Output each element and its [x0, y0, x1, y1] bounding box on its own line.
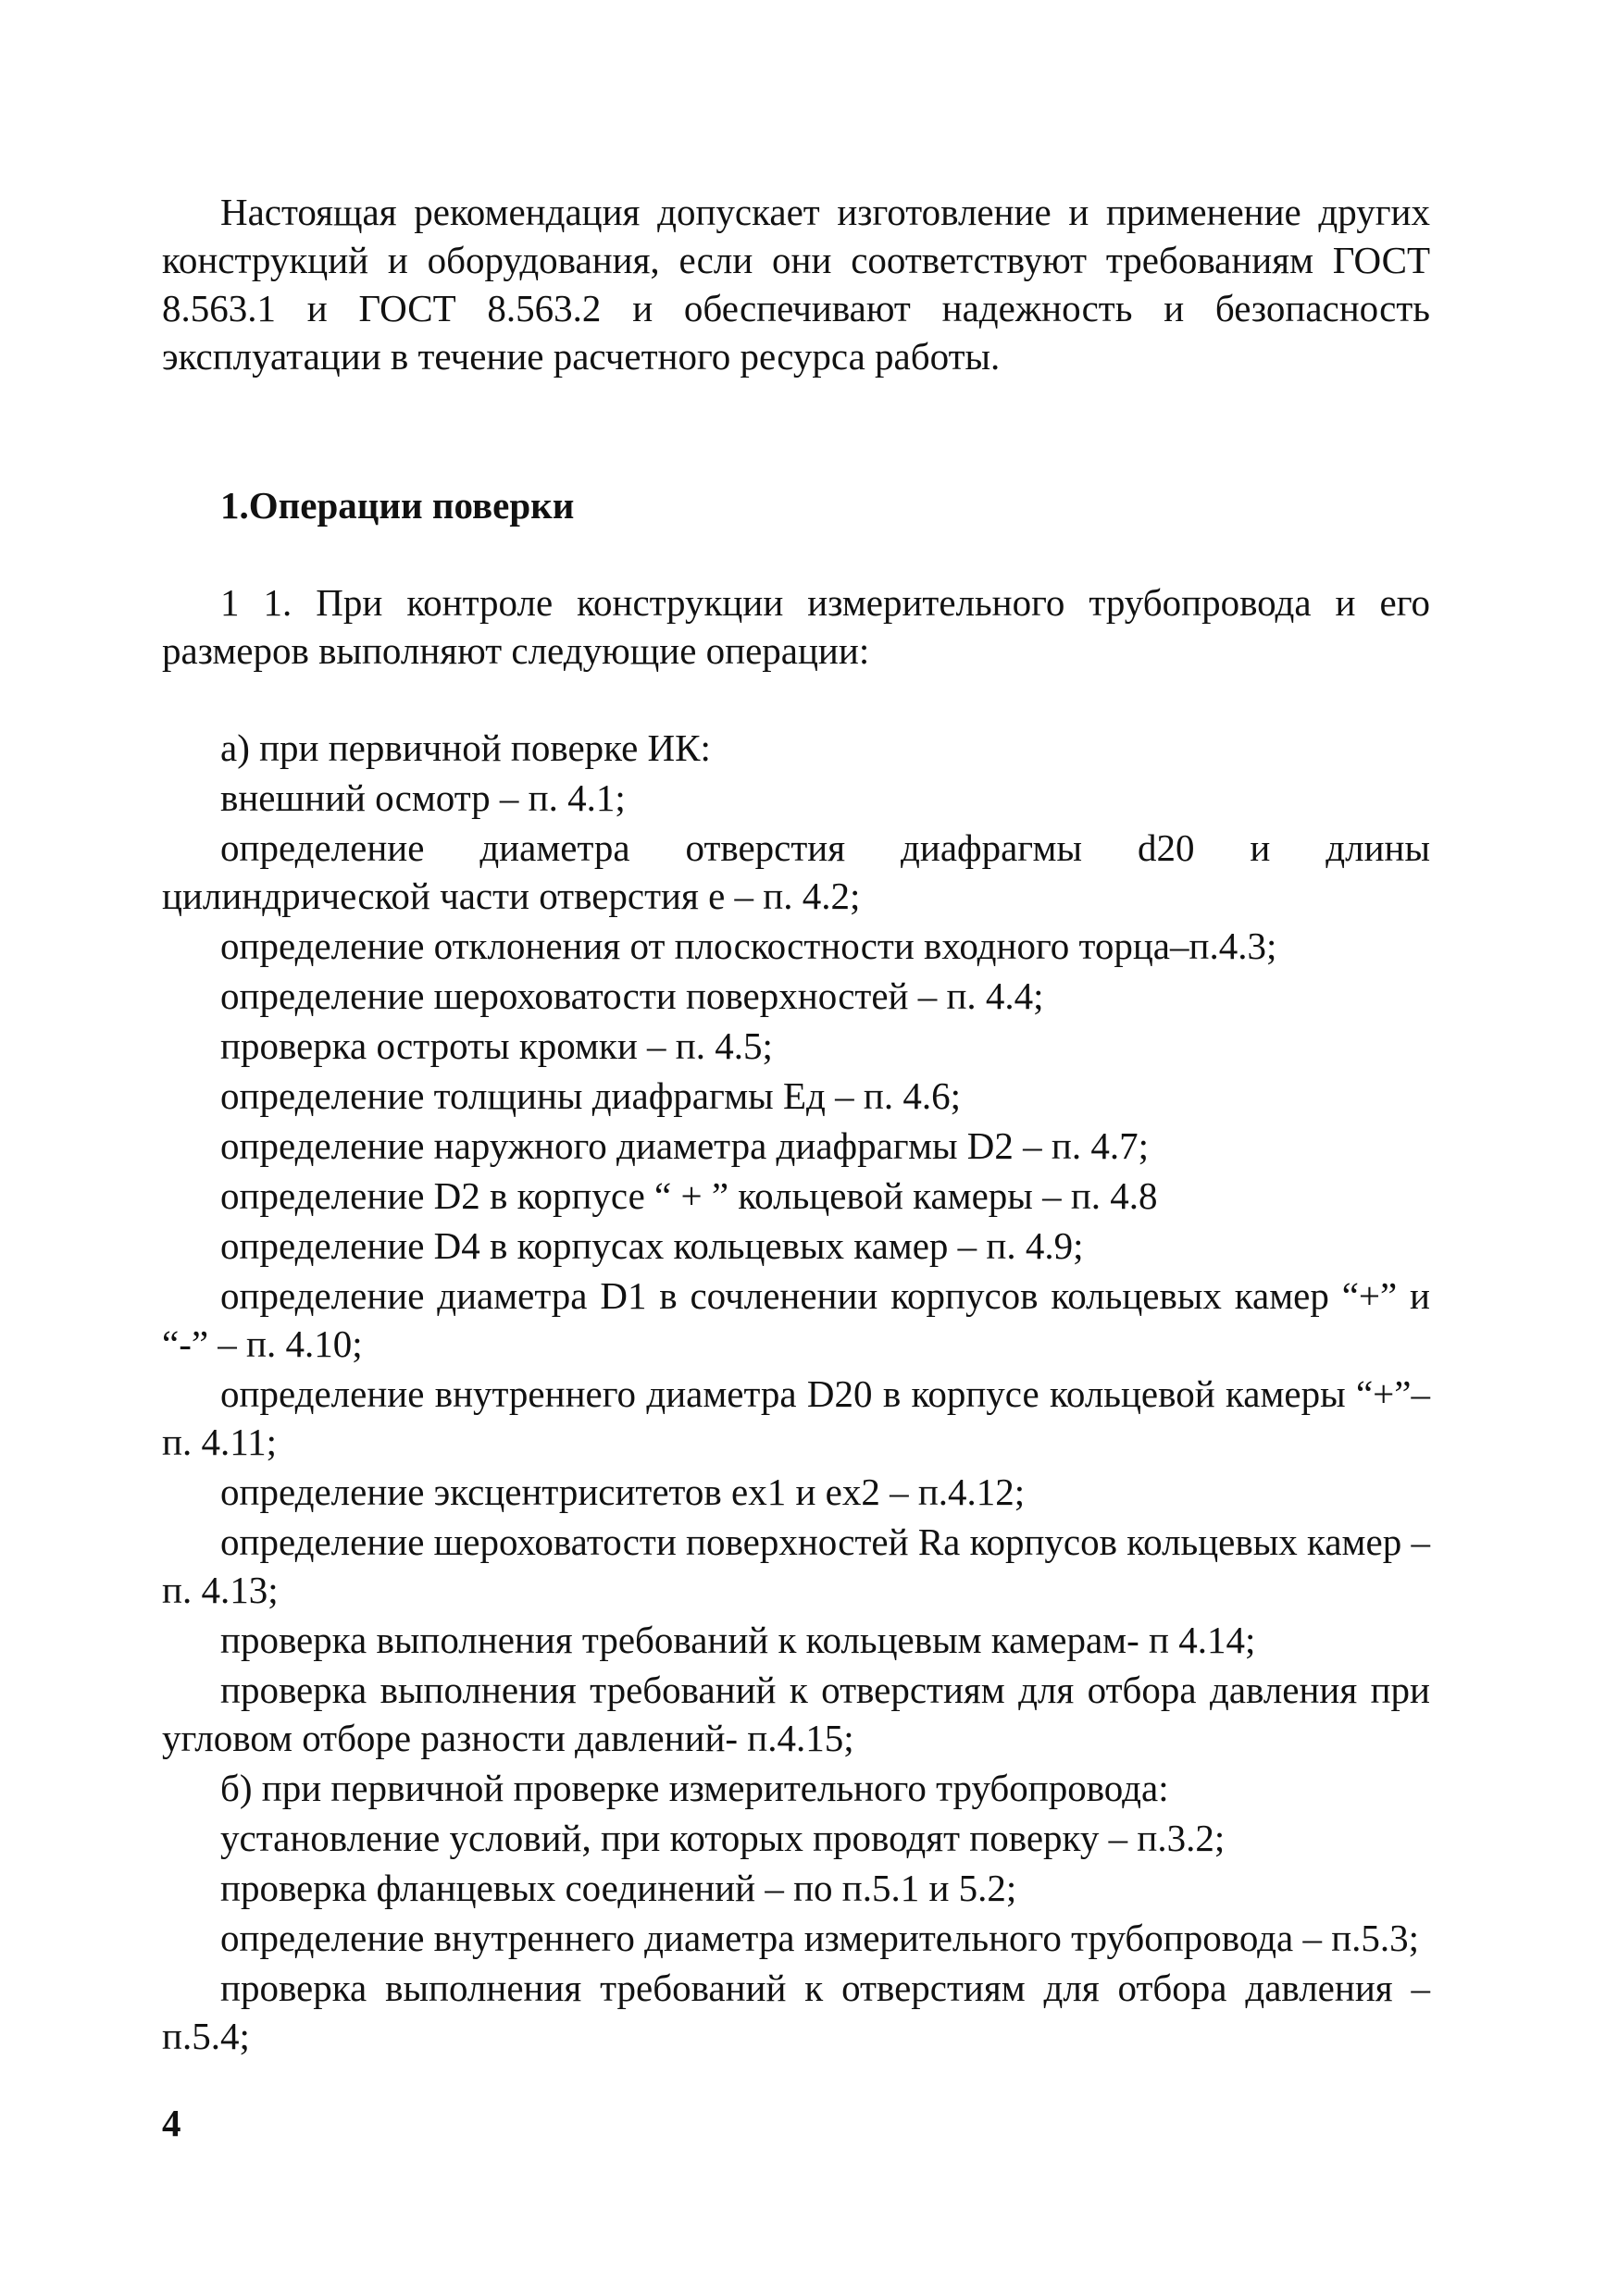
operations-item: проверка выполнения требований к кольцевым камерам- п 4.14;	[220, 1619, 1256, 1661]
operations-item: установление условий, при которых проводят поверку – п.3.2;	[220, 1817, 1226, 1859]
operations-item: определение шероховатости поверхностей Ra корпусов кольцевых камер – п. 4.13;	[162, 1520, 1430, 1611]
operations-item: определение толщины диафрагмы Eд – п. 4.6;	[220, 1074, 961, 1117]
section-heading: 1.Операции поверки	[220, 484, 575, 527]
operations-item: определение наружного диаметра диафрагмы D2 – п. 4.7;	[220, 1124, 1149, 1167]
page-number: 4	[162, 2102, 181, 2144]
operations-item: проверка выполнения требований к отверстиям для отбора давления – п.5.4;	[162, 1967, 1430, 2057]
operations-item: определение диаметра отверстия диафрагмы d20 и длины цилиндрической части отверстия е – п. 4.2;	[162, 826, 1430, 917]
operations-item: б) при первичной проверке измерительного трубопровода:	[220, 1767, 1169, 1809]
operations-item: определение шероховатости поверхностей – п. 4.4;	[220, 974, 1044, 1017]
operations-item: определение отклонения от плоскостности входного торца–п.4.3;	[220, 925, 1277, 967]
operations-item: проверка фланцевых соединений – по п.5.1 и 5.2;	[220, 1867, 1017, 1909]
operations-item: внешний осмотр – п. 4.1;	[220, 776, 626, 819]
operations-list	[162, 724, 1430, 2062]
intro-paragraph: Настоящая рекомендация допускает изготовление и применение других конструкций и оборудования, если они соответствуют требованиям ГОСТ 8.563.1 и ГОСТ 8.563.2 и обеспечивают надежность и безопасность эксплуатации в течение расчетного ресурса работы.	[162, 191, 1430, 378]
operations-item: определение D4 в корпусах кольцевых камер – п. 4.9;	[220, 1224, 1084, 1267]
paragraph-1-1: 1 1. При контроле конструкции измерительного трубопровода и его размеров выполняют следующие операции:	[162, 581, 1430, 672]
operations-item: проверка остроты кромки – п. 4.5;	[220, 1024, 773, 1067]
operations-item: а) при первичной поверке ИК:	[220, 726, 711, 769]
operations-item: определение эксцентриситетов ex1 и ex2 – п.4.12;	[220, 1471, 1026, 1513]
operations-item: проверка выполнения требований к отверстиям для отбора давления при угловом отборе разности давлений- п.4.15;	[162, 1669, 1430, 1759]
operations-item: определение внутреннего диаметра измерительного трубопровода – п.5.3;	[220, 1917, 1420, 1959]
operations-item: определение диаметра D1 в сочленении корпусов кольцевых камер “+” и “-” – п. 4.10;	[162, 1274, 1430, 1365]
operations-item: определение внутреннего диаметра D20 в корпусе кольцевой камеры “+”– п. 4.11;	[162, 1372, 1430, 1463]
operations-item: определение D2 в корпусе “ + ” кольцевой камеры – п. 4.8	[220, 1174, 1158, 1217]
